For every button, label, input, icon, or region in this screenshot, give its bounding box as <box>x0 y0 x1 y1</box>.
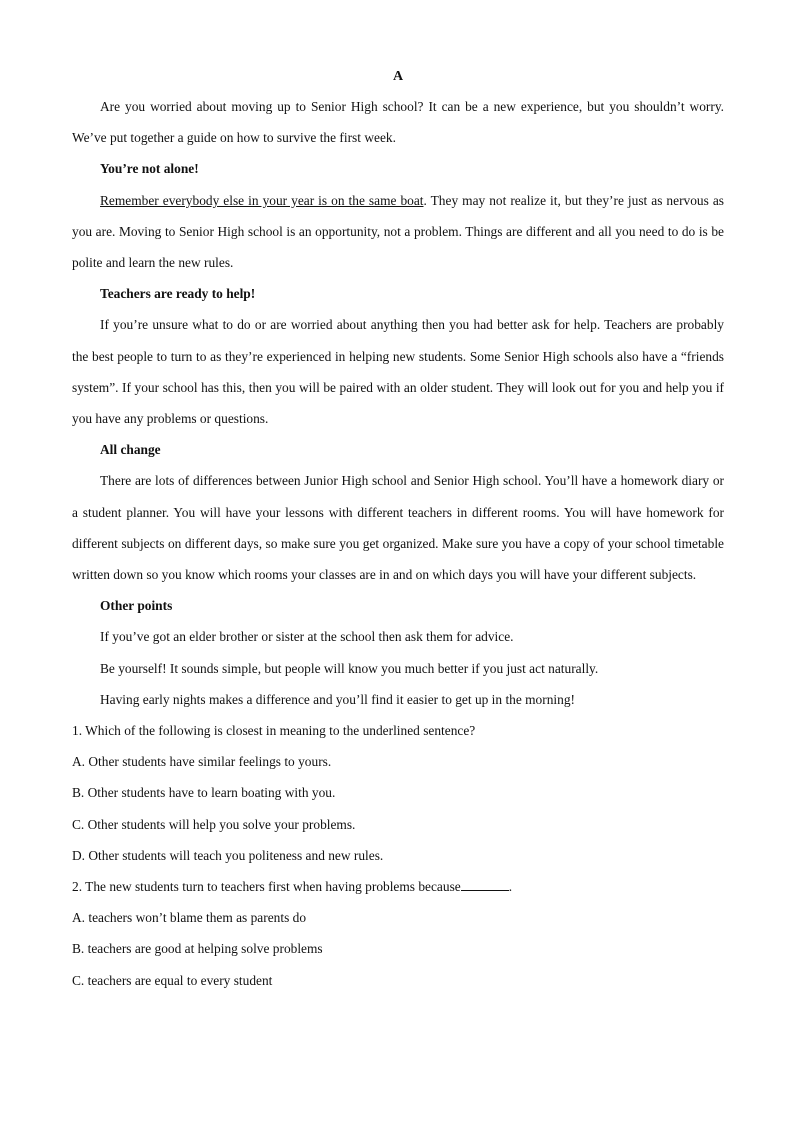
question-1-option-c: C. Other students will help you solve your problems. <box>72 816 356 832</box>
question-1-option-d: D. Other students will teach you politeness and new rules. <box>72 847 384 863</box>
section-heading-all-change: All change <box>100 442 161 458</box>
other-point-1: If you’ve got an elder brother or sister at the school then ask them for advice. <box>100 629 514 645</box>
question-2-stem <box>72 871 724 902</box>
intro-paragraph: Are you worried about moving up to Senior High school? It can be a new experience, but you shouldn’t worry. We’ve put together a guide on how to survive the first week. <box>72 99 724 146</box>
underlined-sentence: Remember everybody else in your year is on the same boat <box>100 192 424 208</box>
question-2-stem-text: 2. The new students turn to teachers first when having problems because <box>72 879 461 895</box>
section-heading-other-points: Other points <box>100 598 173 614</box>
question-2-option-c: C. teachers are equal to every student <box>72 972 273 988</box>
all-change-paragraph: There are lots of differences between Junior High school and Senior High school. You’ll have a homework diary or a student planner. You will have your lessons with different teachers in different rooms. You will have homework for different subjects on different days, so make sure you get organized. Make sure you have a copy of your school timetable written down so you know which rooms your classes are in and on which days you will have your different subjects. <box>72 473 724 583</box>
question-2-option-a: A. teachers won’t blame them as parents do <box>72 910 307 926</box>
question-2-stem-end: . <box>508 879 513 895</box>
answer-blank <box>461 878 509 891</box>
question-1-option-a: A. Other students have similar feelings to yours. <box>72 754 332 770</box>
document-page <box>72 64 724 996</box>
question-1-option-b: B. Other students have to learn boating with you. <box>72 785 336 801</box>
question-2-option-b: B. teachers are good at helping solve problems <box>72 941 323 957</box>
section-heading-not-alone: You’re not alone! <box>100 161 199 177</box>
passage-letter: A <box>392 69 404 84</box>
other-point-2: Be yourself! It sounds simple, but people will know you much better if you just act naturally. <box>100 660 599 676</box>
not-alone-paragraph-rest: . They may not realize it, but they’re just as nervous as you are. Moving to Senior High school is an opportunity, not a problem. Things are different and all you need to do is be polite and learn the new rules. <box>72 192 724 271</box>
not-alone-paragraph <box>72 185 724 279</box>
teachers-paragraph: If you’re unsure what to do or are worried about anything then you had better ask for help. Teachers are probably the best people to turn to as they’re experienced in helping new students. Some Senior High schools also have a “friends system”. If your school has this, then you will be paired with an older student. They will look out for you and help you if you have any problems or questions. <box>72 317 724 427</box>
other-point-3: Having early nights makes a difference and you’ll find it easier to get up in the morning! <box>100 691 575 707</box>
section-heading-teachers: Teachers are ready to help! <box>100 286 256 302</box>
question-1-stem: 1. Which of the following is closest in meaning to the underlined sentence? <box>72 723 476 739</box>
